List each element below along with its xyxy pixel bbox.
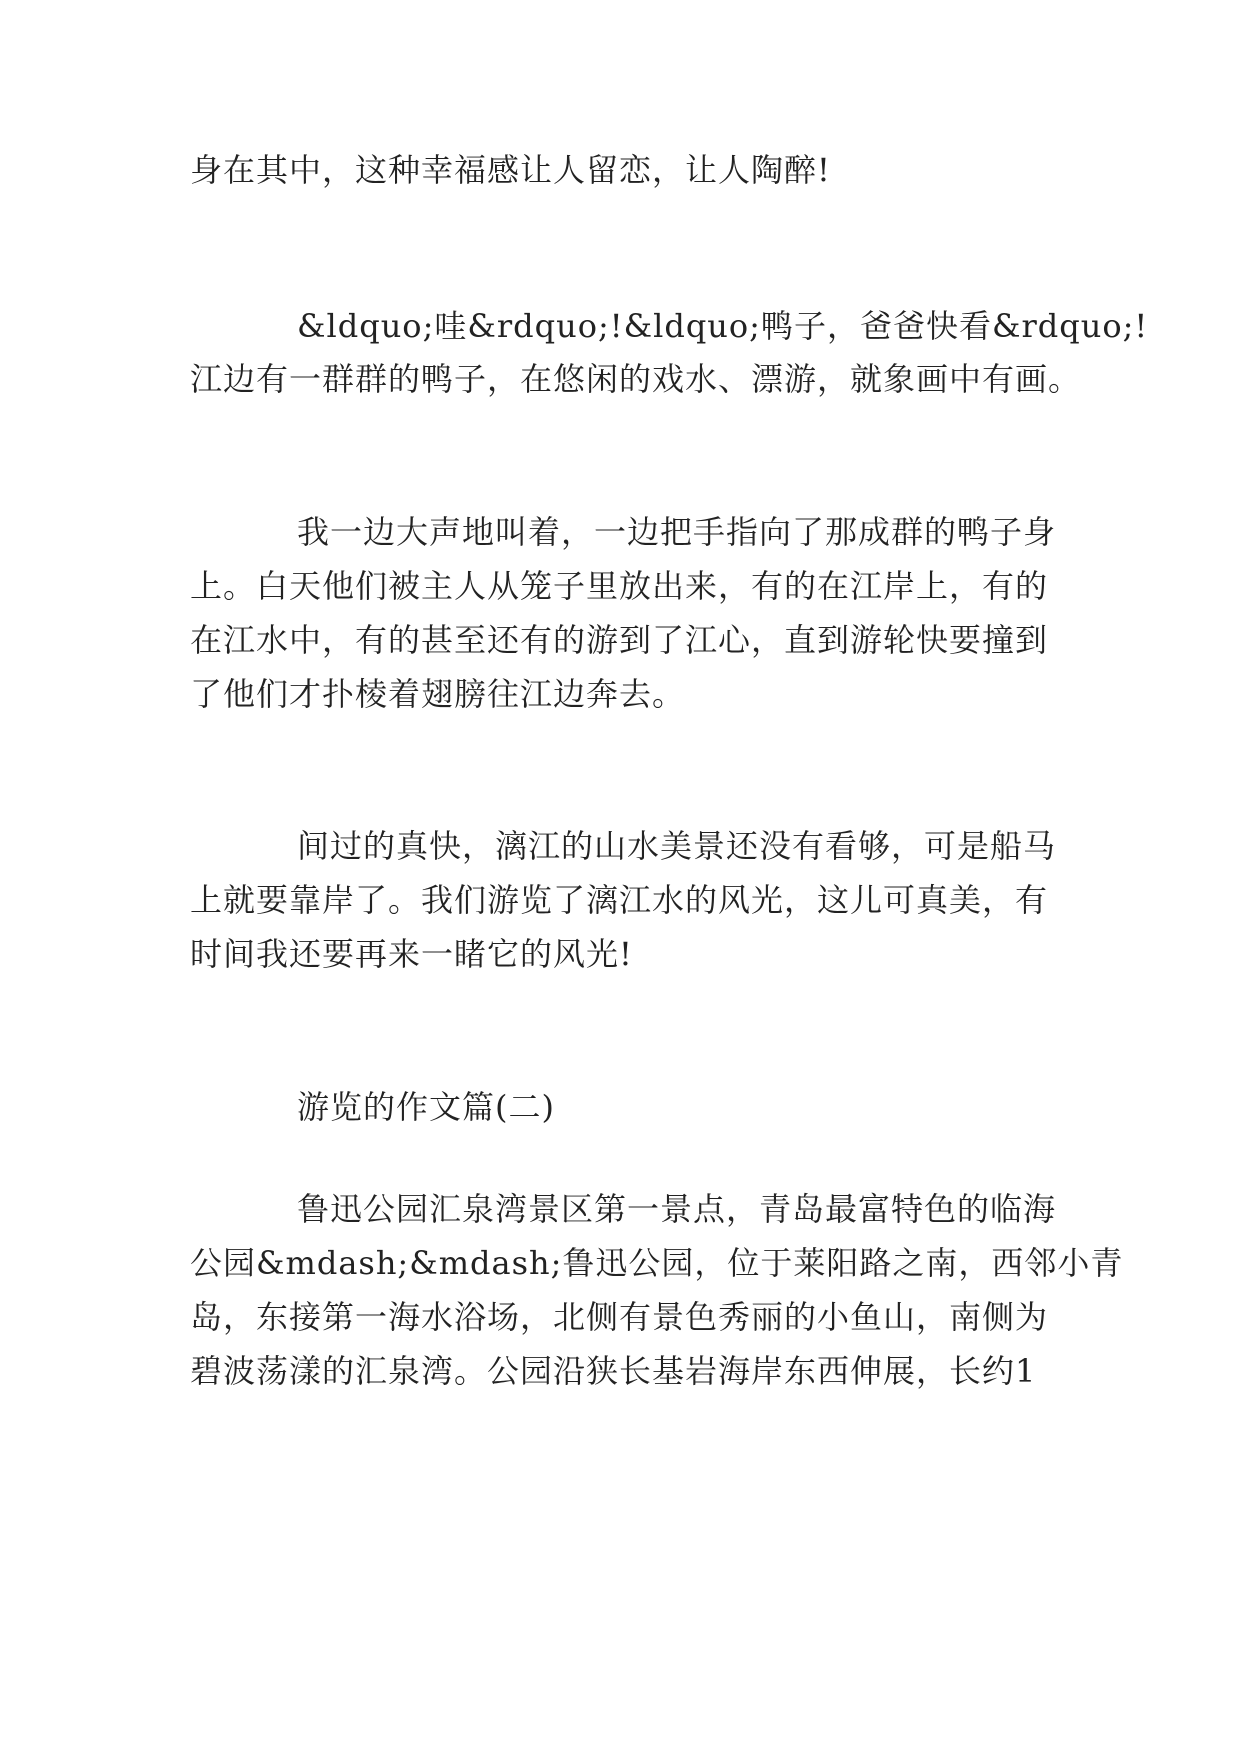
paragraph-line: 鲁迅公园汇泉湾景区第一景点，青岛最富特色的临海 xyxy=(297,1190,1057,1228)
paragraph-line: 了他们才扑棱着翅膀往江边奔去。 xyxy=(190,675,686,713)
paragraph-line: 在江水中，有的甚至还有的游到了江心，直到游轮快要撞到 xyxy=(190,621,1049,659)
paragraph-line: 上就要靠岸了。我们游览了漓江水的风光，这儿可真美，有 xyxy=(190,881,1049,919)
paragraph-line: &ldquo;哇&rdquo;!&ldquo;鸭子，爸爸快看&rdquo;! xyxy=(297,307,1149,345)
section-heading: 游览的作文篇(二) xyxy=(297,1088,555,1126)
paragraph-line: 公园&mdash;&mdash;鲁迅公园，位于莱阳路之南，西邻小青 xyxy=(190,1244,1124,1282)
paragraph-line: 岛，东接第一海水浴场，北侧有景色秀丽的小鱼山，南侧为 xyxy=(190,1298,1049,1336)
paragraph-line: 上。白天他们被主人从笼子里放出来，有的在江岸上，有的 xyxy=(190,567,1049,605)
paragraph-line: 碧波荡漾的汇泉湾。公园沿狭长基岩海岸东西伸展，长约1 xyxy=(190,1352,1037,1390)
paragraph-line: 间过的真快，漓江的山水美景还没有看够，可是船马 xyxy=(297,827,1057,865)
paragraph-line: 江边有一群群的鸭子，在悠闲的戏水、漂游，就象画中有画。 xyxy=(190,360,1082,398)
paragraph-line: 身在其中，这种幸福感让人留恋，让人陶醉! xyxy=(190,151,831,189)
paragraph-line: 我一边大声地叫着，一边把手指向了那成群的鸭子身 xyxy=(297,513,1057,551)
paragraph-line: 时间我还要再来一睹它的风光! xyxy=(190,935,633,973)
